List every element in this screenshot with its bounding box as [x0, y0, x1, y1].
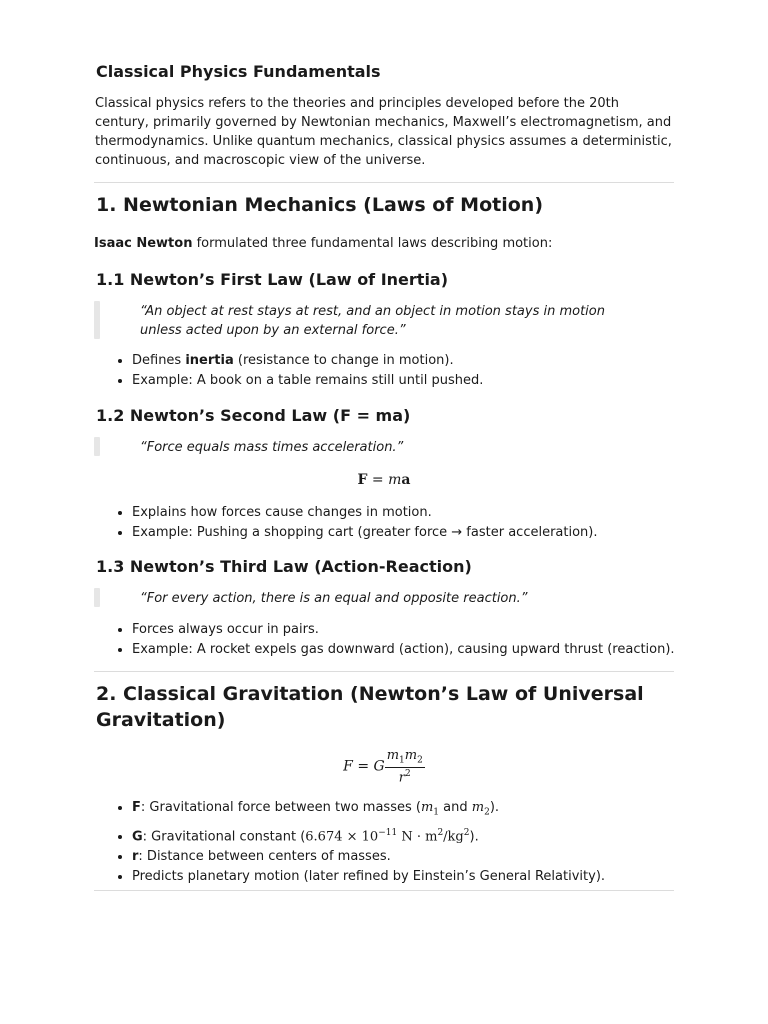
subheading-first-law: 1.1 Newton’s First Law (Law of Inertia)	[96, 270, 449, 289]
quote-first-law: “An object at rest stays at rest, and an object in motion stays in motion unless acted upon by an external force.”	[140, 304, 605, 338]
list-item: • Explains how forces cause changes in motion.	[132, 503, 598, 523]
quote-bar	[94, 301, 100, 339]
list-item: • r: Distance between centers of masses.	[132, 847, 605, 867]
section-heading-gravitation: 2. Classical Gravitation (Newton’s Law of Universal Gravitation)	[96, 683, 644, 731]
quote-bar	[94, 437, 100, 456]
subheading-second-law: 1.2 Newton’s Second Law (F = ma)	[96, 406, 411, 425]
list-item: • F: Gravitational force between two masses ($m_1$ and $m_2$).	[132, 798, 605, 823]
second-law-list	[112, 503, 598, 543]
list-item: • Example: Pushing a shopping cart (greater force → faster acceleration).	[132, 523, 598, 543]
lead-text: formulated three fundamental laws describing motion:	[192, 236, 553, 251]
equation-f-ma: F = ma	[357, 472, 411, 488]
divider	[94, 890, 674, 891]
subheading-third-law: 1.3 Newton’s Third Law (Action-Reaction)	[96, 557, 472, 576]
first-law-list	[112, 351, 483, 391]
divider	[94, 671, 674, 672]
lead-name: Isaac Newton	[94, 236, 193, 251]
intro-paragraph: Classical physics refers to the theories and principles developed before the 20th century, primarily governed by Newtonian mechanics, Maxwell’s electromagnetism, and thermodynamics. Unlike quantum mechanics, classical physics assumes a deterministic, continuous, and macroscopic view of the universe.	[95, 96, 672, 168]
list-item: • Example: A book on a table remains still until pushed.	[132, 371, 483, 391]
list-item: • G: Gravitational constant ($6.674 \times 10^{-11}$ $N \cdot m^2/kg^2$).	[132, 823, 605, 847]
section-heading-newtonian: 1. Newtonian Mechanics (Laws of Motion)	[96, 194, 544, 216]
quote-second-law: “Force equals mass times acceleration.”	[140, 440, 404, 455]
list-item: • Defines inertia (resistance to change in motion).	[132, 351, 483, 371]
quote-bar	[94, 588, 100, 607]
gravitation-list	[112, 798, 605, 887]
third-law-list	[112, 620, 675, 660]
list-item: • Forces always occur in pairs.	[132, 620, 675, 640]
page-title: Classical Physics Fundamentals	[96, 62, 381, 81]
quote-third-law: “For every action, there is an equal and opposite reaction.”	[140, 591, 528, 606]
fraction: $\frac{m_1m_2}{r^2}$	[386, 748, 423, 785]
list-item: • Example: A rocket expels gas downward (action), causing upward thrust (reaction).	[132, 640, 675, 660]
divider	[94, 182, 674, 183]
equation-gravitation: F = G $\frac{m_1m_2}{r^2}$	[343, 748, 423, 785]
section-lead	[94, 236, 552, 251]
list-item: • Predicts planetary motion (later refined by Einstein’s General Relativity).	[132, 867, 605, 887]
